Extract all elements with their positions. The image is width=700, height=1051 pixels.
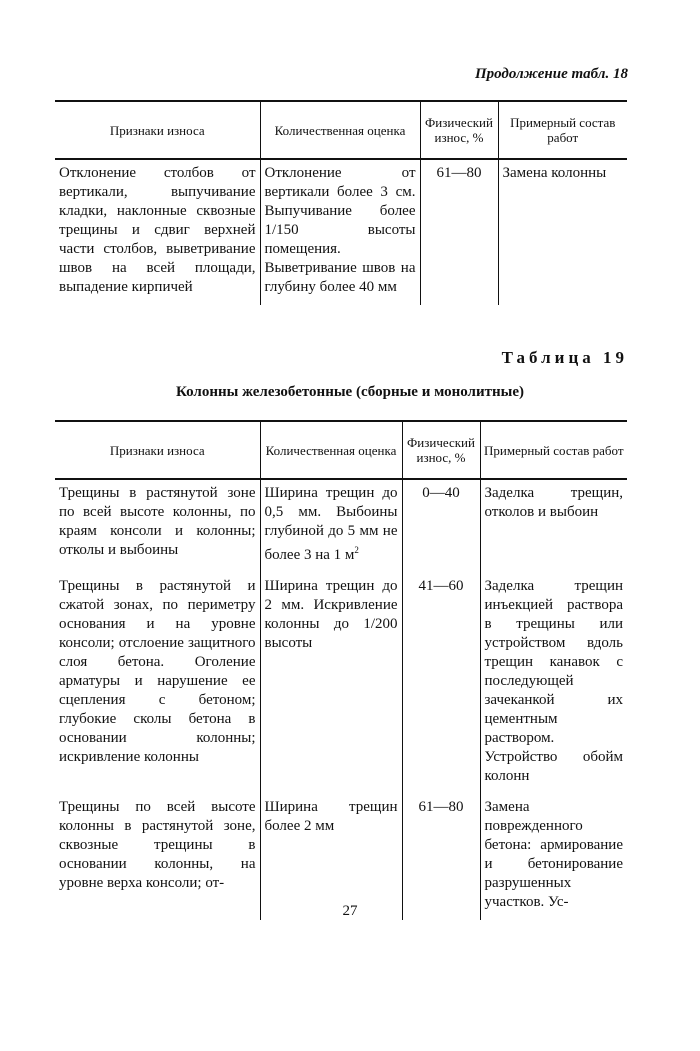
table-row xyxy=(55,573,627,794)
continuation-title: Продолжение табл. 18 xyxy=(474,66,628,82)
table-19 xyxy=(55,420,627,920)
cell-signs: Отклонение столбов от вертикали, выпучивание кладки, наклонные сквозные трещины и сдвиг верхней части столбов, выветривание швов на всей площади, выпадение кирпичей xyxy=(59,165,256,295)
cell-wear: 61—80 xyxy=(420,159,498,305)
cell-signs: Трещины по всей высоте колонны в растянутой зоне, сквозные трещины в основании колонны, на уровне верха консоли; от- xyxy=(59,799,256,891)
page-number: 27 xyxy=(342,903,358,919)
cell-quantity: Ширина трещин более 2 мм xyxy=(260,794,402,920)
header-signs: Признаки износа xyxy=(109,122,205,138)
cell-quantity-text: Ширина трещин до 0,5 мм. Выбоины глубиной до 5 мм не более 3 на 1 м xyxy=(264,485,398,563)
header-quantity: Количественная оценка xyxy=(260,101,420,159)
header-signs: Признаки износа xyxy=(109,442,205,458)
cell-signs: Трещины в растянутой и сжатой зонах, по периметру основания и на уровне консоли; отслоение защитного слоя бетона. Оголение арматуры и нарушение ее сцепления с бетоном; глубокие сколы бетона в основании колонны; искривление колонны xyxy=(59,578,256,765)
table-header-row xyxy=(55,101,627,159)
cell-wear: 0—40 xyxy=(402,479,480,573)
table-row xyxy=(55,479,627,573)
cell-work: Замена колонны xyxy=(498,159,627,305)
cell-signs: Трещины в растянутой зоне по всей высоте колонны, по краям консоли и колонны; отколы и выбоины xyxy=(59,485,256,558)
table-row xyxy=(55,159,627,305)
unit-superscript: 2 xyxy=(354,545,359,555)
cell-work: Заделка трещин, отколов и выбоин xyxy=(480,479,627,573)
header-wear: Физический износ, % xyxy=(420,101,498,159)
cell-quantity xyxy=(260,479,402,573)
cell-quantity: Отклонение от вертикали более 3 см. Выпучивание более 1/150 высоты помещения. Выветривание швов на глубину более 40 мм xyxy=(260,159,420,305)
header-wear: Физический износ, % xyxy=(402,421,480,479)
cell-wear: 41—60 xyxy=(402,573,480,794)
table-18-continuation xyxy=(55,100,627,305)
header-work: Примерный состав работ xyxy=(498,101,627,159)
table-row xyxy=(55,794,627,920)
header-work: Примерный состав работ xyxy=(480,421,627,479)
header-quantity: Количественная оценка xyxy=(260,421,402,479)
table-title: Колонны железобетонные (сборные и монолитные) xyxy=(175,384,524,400)
cell-wear: 61—80 xyxy=(402,794,480,920)
table-number: Таблица 19 xyxy=(501,348,628,367)
table-header-row xyxy=(55,421,627,479)
cell-quantity: Ширина трещин до 2 мм. Искривление колонны до 1/200 высоты xyxy=(260,573,402,794)
cell-work: Замена поврежденного бетона: армирование и бетонирование разрушенных участков. Ус- xyxy=(480,794,627,920)
cell-work: Заделка трещин инъекцией раствора в трещины или устройством вдоль трещин канавок с последующей зачеканкой их цементным раствором. Устройство обойм колонн xyxy=(480,573,627,794)
